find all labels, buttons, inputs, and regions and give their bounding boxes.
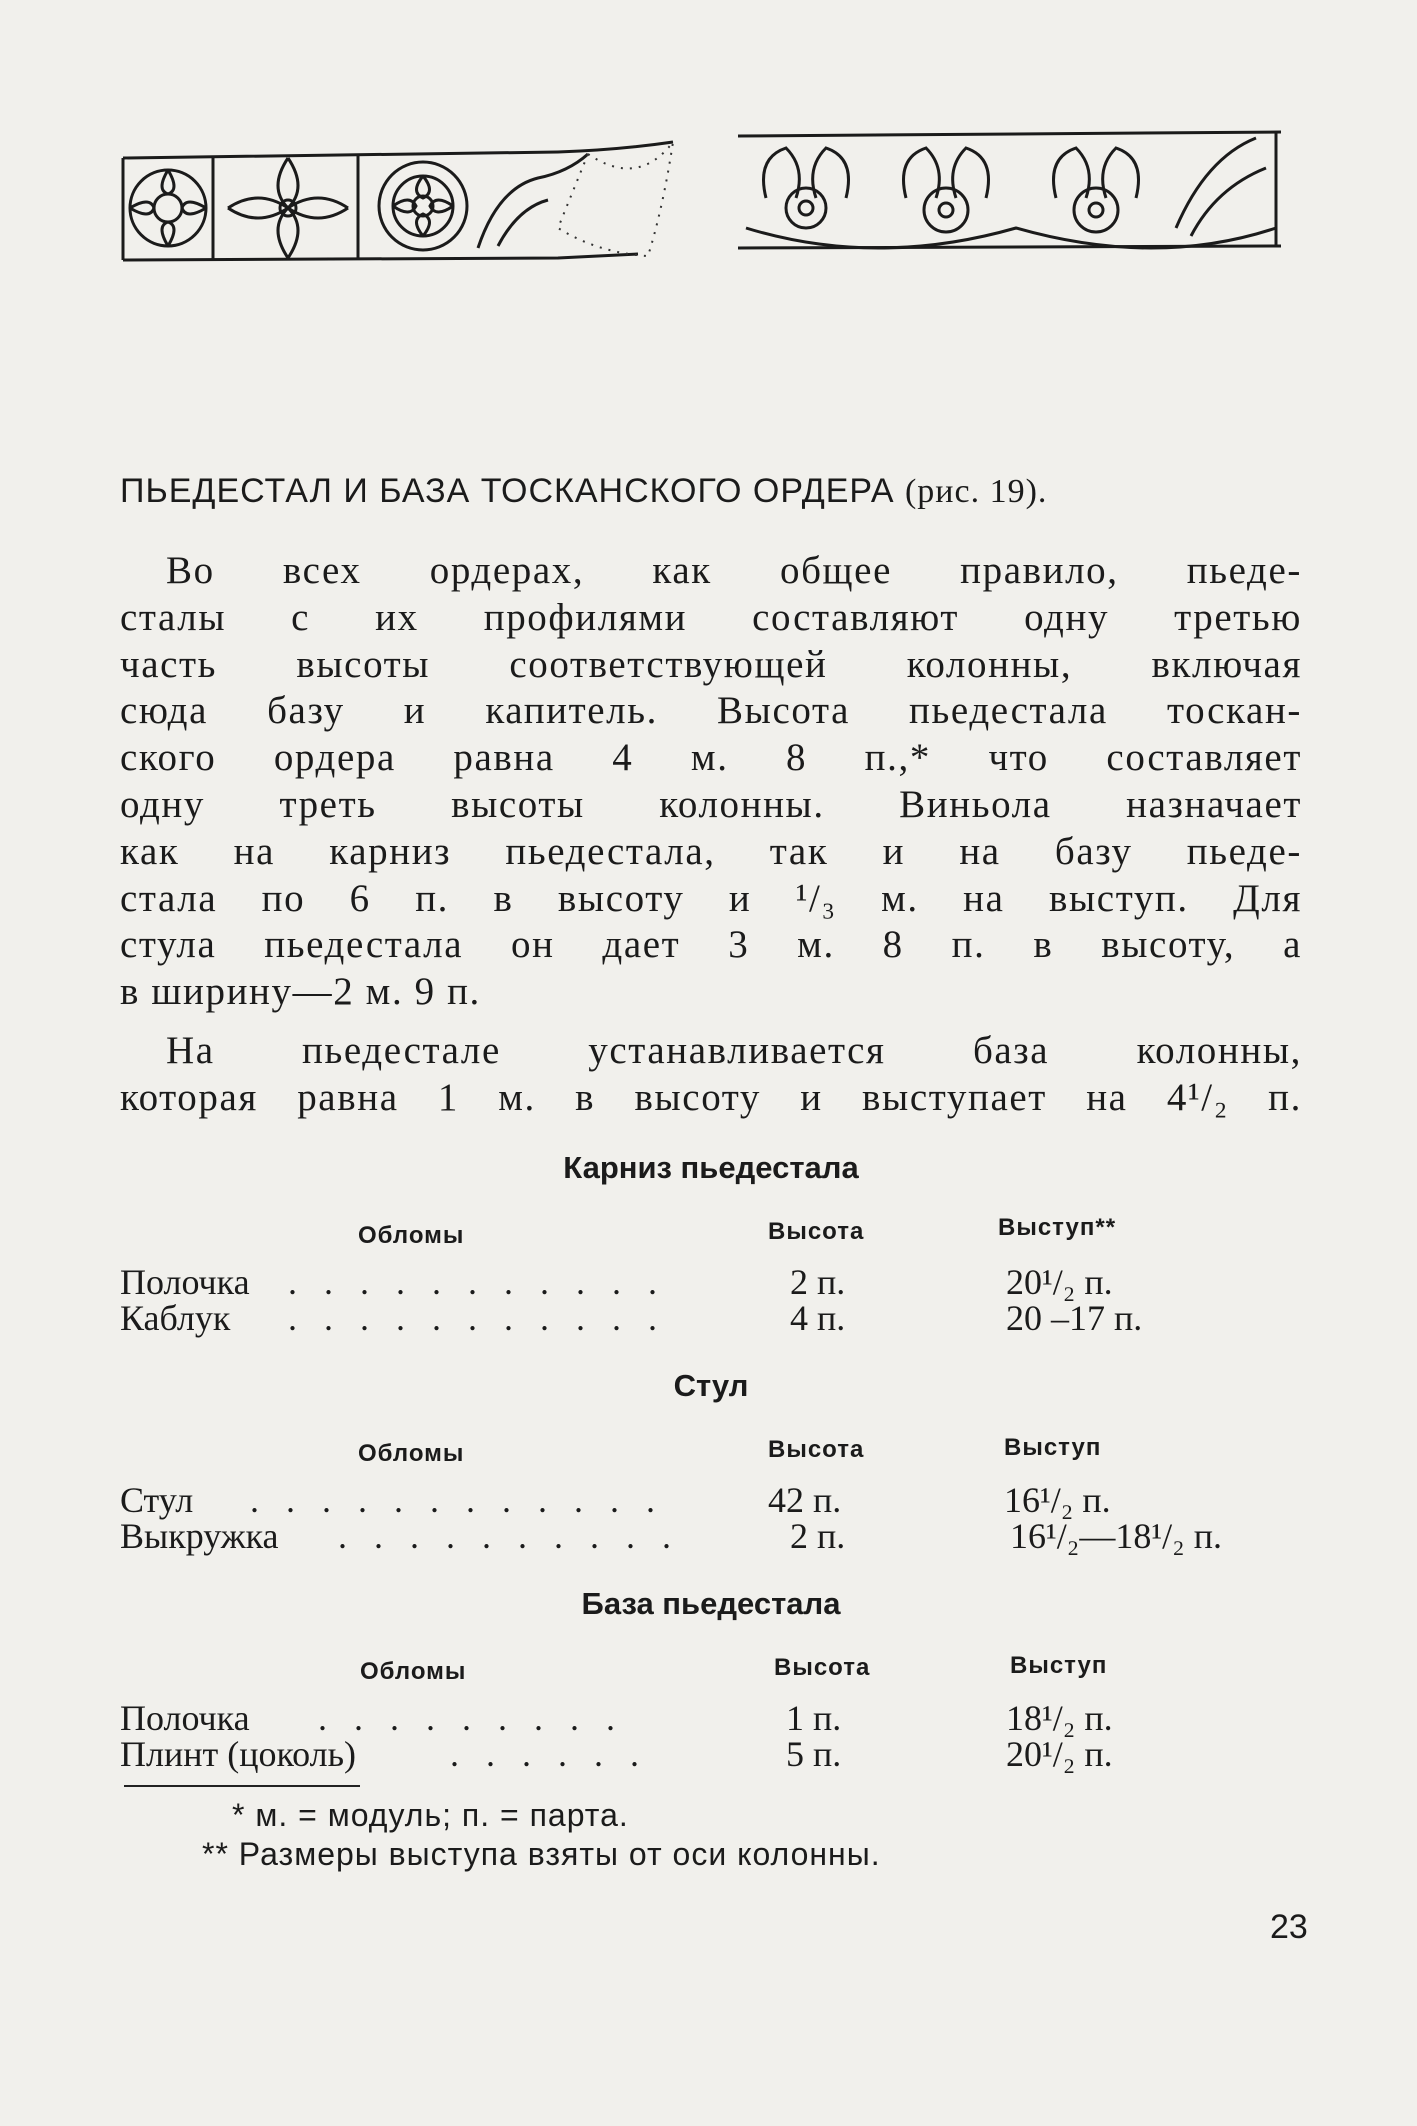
table-row [120,1298,1302,1338]
row-name: Стул [120,1480,194,1520]
figure-reference: (рис. 19). [904,473,1048,510]
row-name: Каблук [120,1298,231,1338]
table-title: База пьедестала [581,1586,841,1621]
row-height: 2 п. [790,1516,846,1556]
row-projection: 16¹/₂ п. [1004,1480,1111,1520]
column-header-name: Обломы [358,1222,465,1249]
row-projection: 20¹/₂ п. [1006,1734,1113,1774]
leader-dots: . . . . . . . . . [318,1698,624,1738]
table-row [120,1480,1302,1520]
row-height: 4 п. [790,1298,846,1338]
column-header-projection: Выступ** [998,1214,1117,1241]
text-line: стула пьедестала он дает 3 м. 8 п. в высоту, а [120,923,1302,967]
table-row [120,1262,1302,1302]
row-height: 1 п. [786,1698,842,1738]
leader-dots: . . . . . . [450,1734,648,1774]
column-header-projection: Выступ [1004,1434,1102,1461]
page-number: 23 [1270,1908,1308,1946]
table-title: Стул [673,1368,749,1403]
row-name: Полочка [120,1262,250,1302]
table-row [120,1698,1302,1738]
column-header-height: Высота [768,1436,865,1463]
leader-dots: . . . . . . . . . . . [288,1262,666,1302]
column-header-height: Высота [774,1654,871,1681]
acanthus-frieze-ornament [736,128,1281,278]
row-height: 2 п. [790,1262,846,1302]
row-name: Выкружка [120,1516,279,1556]
heading-title: ПЬЕДЕСТАЛ И БАЗА ТОСКАНСКОГО ОРДЕРА [120,472,895,510]
footnote-1: * м. = модуль; п. = парта. [232,1797,629,1833]
body-text [120,548,1302,1122]
footnote-2: ** Размеры выступа взяты от оси колонны. [202,1836,881,1872]
row-projection: 20¹/₂ п. [1006,1262,1113,1302]
text-line: которая равна 1 м. в высоту и выступает на 4¹/₂ п. [120,1075,1302,1119]
column-header-name: Обломы [358,1440,465,1467]
row-projection: 16¹/₂—18¹/₂ п. [1010,1516,1222,1556]
text-line: стала по 6 п. в высоту и ¹/₃ м. на выступ. Для [120,876,1302,920]
row-name: Полочка [120,1698,250,1738]
text-line: ского ордера равна 4 м. 8 п.,* что составляет [120,736,1302,780]
paragraph-2 [120,1028,1302,1122]
row-height: 5 п. [786,1734,842,1774]
footnote-rule [124,1785,360,1787]
table-row [120,1734,1302,1774]
paragraph-1 [120,548,1302,1016]
text-line: одну треть высоты колонны. Виньола назначает [120,782,1302,826]
column-header-projection: Выступ [1010,1652,1108,1679]
table-row [120,1516,1302,1556]
text-line: сталы с их профилями составляют одну третью [120,595,1302,639]
row-projection: 20 –17 п. [1006,1298,1143,1338]
text-line: как на карниз пьедестала, так и на базу пьеде- [120,829,1302,873]
row-projection: 18¹/₂ п. [1006,1698,1113,1738]
text-line: часть высоты соответствующей колонны, включая [120,642,1302,686]
text-line: На пьедестале устанавливается база колонны, [166,1028,1302,1072]
column-header-name: Обломы [360,1658,467,1685]
rosette-frieze-ornament [118,128,693,278]
leader-dots: . . . . . . . . . . [338,1516,680,1556]
leader-dots: . . . . . . . . . . . [288,1298,666,1338]
text-line: в ширину—2 м. 9 п. [120,970,481,1014]
column-header-height: Высота [768,1218,865,1245]
text-line: Во всех ордерах, как общее правило, пьеде- [166,549,1302,592]
leader-dots: . . . . . . . . . . . . [250,1480,664,1520]
row-height: 42 п. [768,1480,842,1520]
text-line: сюда базу и капитель. Высота пьедестала тоскан- [120,689,1302,733]
section-heading [120,472,1300,511]
row-name: Плинт (цоколь) [120,1734,357,1774]
table-title: Карниз пьедестала [563,1150,859,1185]
